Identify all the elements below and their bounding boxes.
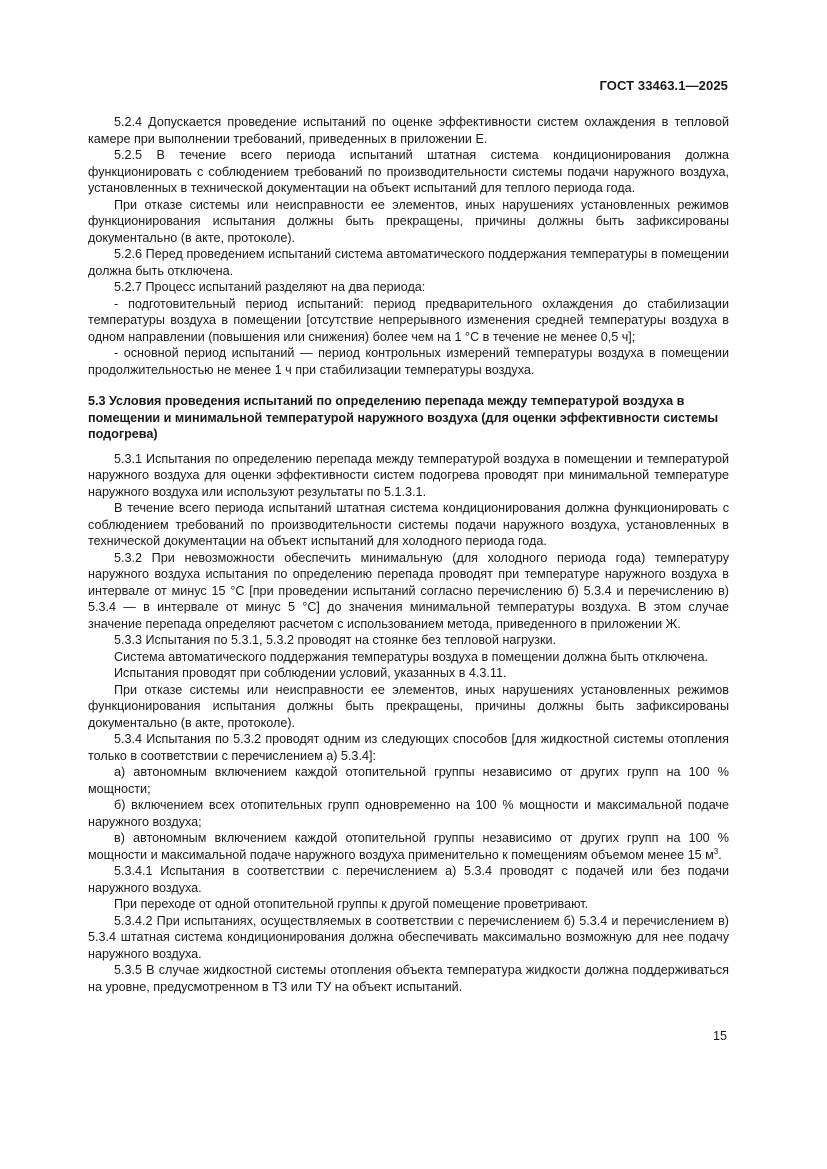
- document-header-standard: ГОСТ 33463.1—2025: [599, 78, 728, 93]
- section-heading-5-3: 5.3 Условия проведения испытаний по определению перепада между температурой воздуха в помещении и минимальной температурой наружного воздуха (для оценки эффективности системы подогрева): [88, 394, 719, 441]
- paragraph-failure-note: При отказе системы или неисправности ее элементов, иных нарушениях установленных режимов функционирования испытания должны быть прекращены, причины должны быть зафиксированы документально (в акте, протоколе).: [88, 197, 729, 245]
- paragraph-failure-note-2: При отказе системы или неисправности ее элементов, иных нарушениях установленных режимов функционирования испытания должны быть прекращены, причины должны быть зафиксированы документально (в акте, протоколе).: [88, 682, 729, 730]
- paragraph-5-3-4-1: 5.3.4.1 Испытания в соответствии с перечислением а) 5.3.4 проводят с подачей или без подачи наружного воздуха.: [88, 864, 729, 895]
- paragraph-ventilation: При переходе от одной отопительной группы к другой помещение проветривают.: [114, 897, 589, 911]
- paragraph-preparatory-period: - подготовительный период испытаний: период предварительного охлаждения до стабилизации температуры воздуха в помещении [отсутствие непрерывного изменения средней температуры воздуха в одном направлении (повышения или снижения) более чем на 1 °C в течение не менее 0,5 ч];: [88, 296, 729, 344]
- document-body: [88, 114, 729, 995]
- paragraph-conditions-ref: Испытания проводят при соблюдении условий, указанных в 4.3.11.: [114, 666, 507, 680]
- list-item-v-text: в) автономным включением каждой отопительной группы независимо от других групп на 100 % мощности и максимальной подаче наружного воздуха применительно к помещениям объемом менее 15 м: [88, 831, 729, 862]
- paragraph-5-2-5: 5.2.5 В течение всего периода испытаний штатная система кондиционирования должна функционировать с соблюдением требований по производительности системы подачи наружного воздуха, установленных в технической документации на объект испытаний для теплого периода года.: [88, 148, 729, 195]
- paragraph-5-3-5: 5.3.5 В случае жидкостной системы отопления объекта температура жидкости должна поддерживаться на уровне, предусмотренном в ТЗ или ТУ на объект испытаний.: [88, 963, 729, 994]
- paragraph-5-3-2: 5.3.2 При невозможности обеспечить минимальную (для холодного периода года) температуру наружного воздуха испытания по определению перепада проводят при температуре наружного воздуха в интервале от минус 15 °C [при проведении испытаний согласно перечислению б) 5.3.4 и перечислению в) 5.3.4 — в интервале от минус 5 °C] до значения минимальной температуры воздуха. В этом случае значение перепада определяют расчетом с использованием метода, приведенного в приложении Ж.: [88, 550, 729, 631]
- paragraph-5-2-4: 5.2.4 Допускается проведение испытаний по оценке эффективности систем охлаждения в тепловой камере при выполнении требований, приведенных в приложении Е.: [88, 115, 729, 146]
- paragraph-main-period: - основной период испытаний — период контрольных измерений температуры воздуха в помещении продолжительностью не менее 1 ч при стабилизации температуры воздуха.: [88, 346, 729, 377]
- paragraph-5-2-7: 5.2.7 Процесс испытаний разделяют на два периода:: [114, 280, 426, 294]
- paragraph-5-3-4: 5.3.4 Испытания по 5.3.2 проводят одним из следующих способов [для жидкостной системы отопления только в соответствии с перечислением а) 5.3.4]:: [88, 732, 729, 763]
- page-number: 15: [712, 1029, 727, 1043]
- superscript-cubic: 3: [713, 846, 719, 856]
- paragraph-5-3-4-2: 5.3.4.2 При испытаниях, осуществляемых в соответствии с перечислением б) 5.3.4 и перечислением в) 5.3.4 штатная система кондиционирования должна обеспечивать максимально возможную для нее подачу наружного воздуха.: [88, 913, 729, 961]
- paragraph-auto-control-off: Система автоматического поддержания температуры воздуха в помещении должна быть отключена.: [114, 649, 708, 664]
- paragraph-5-3-1: 5.3.1 Испытания по определению перепада между температурой воздуха в помещении и температурой наружного воздуха для оценки эффективности систем подогрева проводят при минимальной температуре наружного воздуха или используют результаты по 5.1.3.1.: [88, 451, 729, 499]
- paragraph-5-3-3: 5.3.3 Испытания по 5.3.1, 5.3.2 проводят на стоянке без тепловой нагрузки.: [114, 633, 556, 647]
- list-item-v-tail: .: [718, 847, 722, 862]
- list-item-a: а) автономным включением каждой отопительной группы независимо от других групп на 100 % мощности;: [88, 765, 729, 796]
- list-item-v: [88, 830, 729, 863]
- paragraph-5-2-6: 5.2.6 Перед проведением испытаний система автоматического поддержания температуры в помещении должна быть отключена.: [88, 247, 729, 278]
- paragraph-cold-period: В течение всего периода испытаний штатная система кондиционирования должна функционировать с соблюдением требований по производительности системы подачи наружного воздуха, установленных в технической документации на объект испытаний для холодного периода года.: [88, 501, 729, 548]
- list-item-b: б) включением всех отопительных групп одновременно на 100 % мощности и максимальной подаче наружного воздуха;: [88, 798, 729, 829]
